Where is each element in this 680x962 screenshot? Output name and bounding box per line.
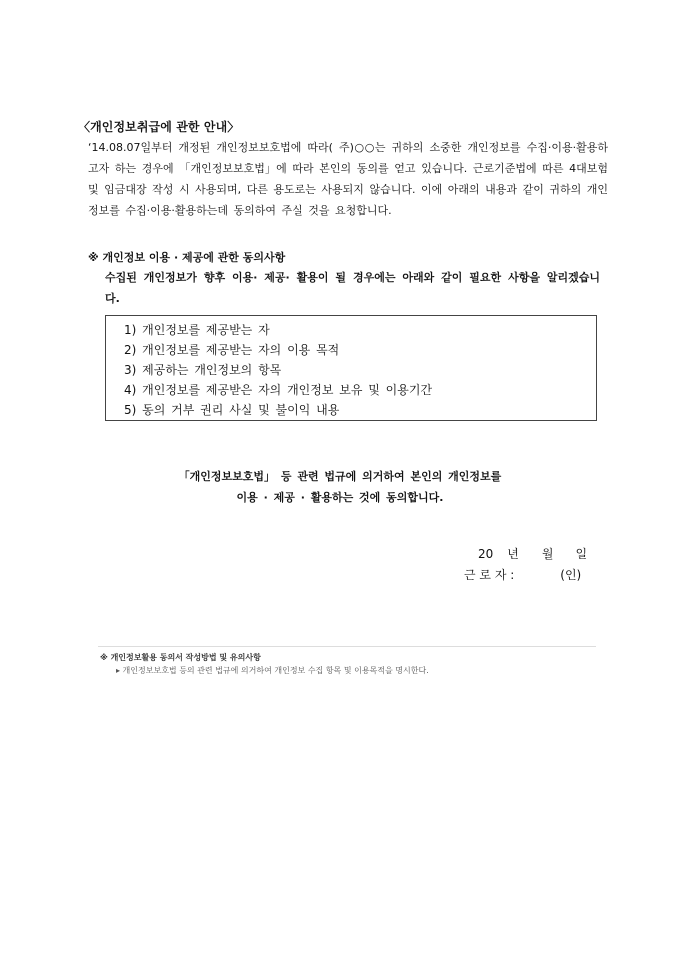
seal-label[interactable]: (인) (560, 568, 582, 582)
month-label: 월 (541, 547, 554, 561)
consent-statement-line-2: 이용 · 제공 · 활용하는 것에 동의합니다. (236, 491, 444, 504)
worker-signature-line (464, 566, 581, 583)
consent-item: 5) 동의 거부 권리 사실 및 불이익 내용 (124, 403, 340, 417)
document-title: 〈개인정보취급에 관한 안내〉 (78, 120, 240, 134)
year-label: 년 (507, 547, 519, 561)
footnote-item: ▸ 개인정보보호법 등의 관련 법규에 의거하여 개인정보 수집 항목 및 이용목적을 명시한다. (116, 666, 429, 675)
consent-item: 1) 개인정보를 제공받는 자 (124, 323, 270, 337)
consent-item: 3) 제공하는 개인정보의 항목 (124, 363, 282, 377)
consent-items-box (105, 315, 597, 421)
consent-section-description: 수집된 개인정보가 향후 이용· 제공· 활용이 될 경우에는 아래와 같이 필요한 사항을 알리겠습니다. (105, 271, 600, 305)
consent-item: 2) 개인정보를 제공받는 자의 이용 목적 (124, 343, 340, 357)
date-line (478, 545, 587, 562)
worker-label: 근 로 자 : (464, 568, 515, 582)
day-label: 일 (575, 547, 588, 561)
consent-section-heading: ※ 개인정보 이용 · 제공에 관한 동의사항 (88, 251, 286, 264)
year-prefix[interactable]: 20 (478, 547, 494, 561)
consent-item: 4) 개인정보를 제공받은 자의 개인정보 보유 및 이용기간 (124, 383, 433, 397)
intro-paragraph: ‘14.08.07일부터 개정된 개인정보보호법에 따라( 주)○○는 귀하의 소중한 개인정보를 수집·이용·활용하고자 하는 경우에 「개인정보보호법」에 따라 본인의 동의를 얻고 있습니다. 근로기준법에 따른 4대보험 및 임금대장 작성 시 사용되며, 다른 용도로는 사용되지 않습니다. 이에 아래의 내용과 같이 귀하의 개인정보를 수집·이용·활용하는데 동의하여 주실 것을 요청합니다. (88, 141, 608, 217)
footnote-divider (98, 646, 596, 647)
footnote-title: ※ 개인정보활용 동의서 작성방법 및 유의사항 (100, 653, 261, 662)
consent-statement-line-1: 「개인정보보호법」 등 관련 법규에 의거하여 본인의 개인정보를 (178, 470, 502, 483)
